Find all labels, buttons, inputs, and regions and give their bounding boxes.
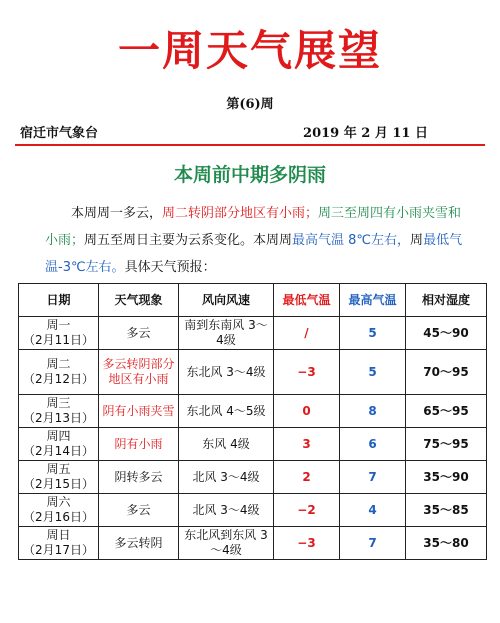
header-max-temp: 最高气温 <box>340 284 406 317</box>
cell-max-temp: 8 <box>340 395 406 428</box>
cell-wind: 东北风到东风 3～4级 <box>179 527 274 560</box>
summary-paragraph <box>45 200 470 281</box>
cell-max-temp: 6 <box>340 428 406 461</box>
summary-text-3: 周三至周四有小雨夹雪和小雨； <box>45 206 462 248</box>
cell-weather: 多云转阴 <box>99 527 179 560</box>
table-header-row <box>19 284 487 317</box>
summary-text-5: 最高气温 8℃左右， <box>292 233 411 248</box>
date-label: （2月16日） <box>23 510 94 524</box>
cell-date <box>19 428 99 461</box>
issue-date: 2019 年 2 月 11 日 <box>303 126 428 141</box>
table-row <box>19 395 487 428</box>
header-min-temp: 最低气温 <box>274 284 340 317</box>
cell-humidity: 35～90 <box>406 461 487 494</box>
date-label: （2月13日） <box>23 411 94 425</box>
day-label: 周一 <box>46 318 71 332</box>
issue-number: 第(6)周 <box>226 97 274 112</box>
cell-weather: 多云 <box>99 494 179 527</box>
cell-humidity: 75～95 <box>406 428 487 461</box>
cell-humidity: 65～95 <box>406 395 487 428</box>
cell-min-temp: 0 <box>274 395 340 428</box>
cell-date <box>19 527 99 560</box>
cell-min-temp: 2 <box>274 461 340 494</box>
cell-date <box>19 461 99 494</box>
cell-weather: 阴有小雨 <box>99 428 179 461</box>
cell-wind: 北风 3～4级 <box>179 494 274 527</box>
cell-min-temp: −2 <box>274 494 340 527</box>
cell-max-temp: 5 <box>340 350 406 395</box>
cell-max-temp: 7 <box>340 461 406 494</box>
date-label: （2月15日） <box>23 477 94 491</box>
header-divider <box>15 144 485 146</box>
day-label: 周四 <box>46 429 71 443</box>
day-label: 周五 <box>46 462 71 476</box>
cell-max-temp: 5 <box>340 317 406 350</box>
cell-wind: 东风 4级 <box>179 428 274 461</box>
header-humidity: 相对湿度 <box>406 284 487 317</box>
cell-max-temp: 7 <box>340 527 406 560</box>
cell-date <box>19 494 99 527</box>
cell-wind: 东北风 4～5级 <box>179 395 274 428</box>
table-row <box>19 461 487 494</box>
cell-weather: 阴有小雨夹雪 <box>99 395 179 428</box>
cell-weather: 多云转阴部分地区有小雨 <box>99 350 179 395</box>
cell-date <box>19 350 99 395</box>
cell-date <box>19 395 99 428</box>
date-label: （2月17日） <box>23 543 94 557</box>
table-row <box>19 494 487 527</box>
table-row <box>19 317 487 350</box>
day-label: 周三 <box>46 396 71 410</box>
cell-weather: 多云 <box>99 317 179 350</box>
date-label: （2月12日） <box>23 372 94 386</box>
header-wind: 风向风速 <box>179 284 274 317</box>
date-label: （2月14日） <box>23 444 94 458</box>
cell-wind: 北风 3～4级 <box>179 461 274 494</box>
summary-headline: 本周前中期多阴雨 <box>173 164 326 186</box>
table-row <box>19 428 487 461</box>
cell-weather: 阴转多云 <box>99 461 179 494</box>
summary-text-2: 周二转阴部分地区有小雨； <box>162 206 319 221</box>
forecast-table <box>18 283 487 560</box>
page-title: 一周天气展望 <box>117 26 382 75</box>
date-label: （2月11日） <box>23 333 94 347</box>
header-weather: 天气现象 <box>99 284 179 317</box>
day-label: 周六 <box>46 495 71 509</box>
cell-humidity: 70～95 <box>406 350 487 395</box>
table-row <box>19 527 487 560</box>
day-label: 周二 <box>46 357 71 371</box>
summary-text-1: 本周周一多云， <box>71 206 163 221</box>
cell-min-temp: 3 <box>274 428 340 461</box>
day-label: 周日 <box>46 528 71 542</box>
cell-humidity: 45～90 <box>406 317 487 350</box>
summary-text-7: 最低气温-3℃左右。 <box>45 233 463 275</box>
cell-min-temp: −3 <box>274 527 340 560</box>
cell-wind: 南到东南风 3～4级 <box>179 317 274 350</box>
summary-text-4: 周五至周日主要为云系变化。本周周 <box>84 233 293 248</box>
cell-min-temp: −3 <box>274 350 340 395</box>
summary-text-6: 周 <box>410 233 424 248</box>
cell-wind: 东北风 3～4级 <box>179 350 274 395</box>
header-date: 日期 <box>19 284 99 317</box>
table-row <box>19 350 487 395</box>
issuing-organization: 宿迁市气象台 <box>20 126 99 141</box>
cell-humidity: 35～80 <box>406 527 487 560</box>
summary-text-8: 具体天气预报： <box>124 260 216 275</box>
cell-max-temp: 4 <box>340 494 406 527</box>
cell-humidity: 35～85 <box>406 494 487 527</box>
cell-min-temp: / <box>274 317 340 350</box>
cell-date <box>19 317 99 350</box>
